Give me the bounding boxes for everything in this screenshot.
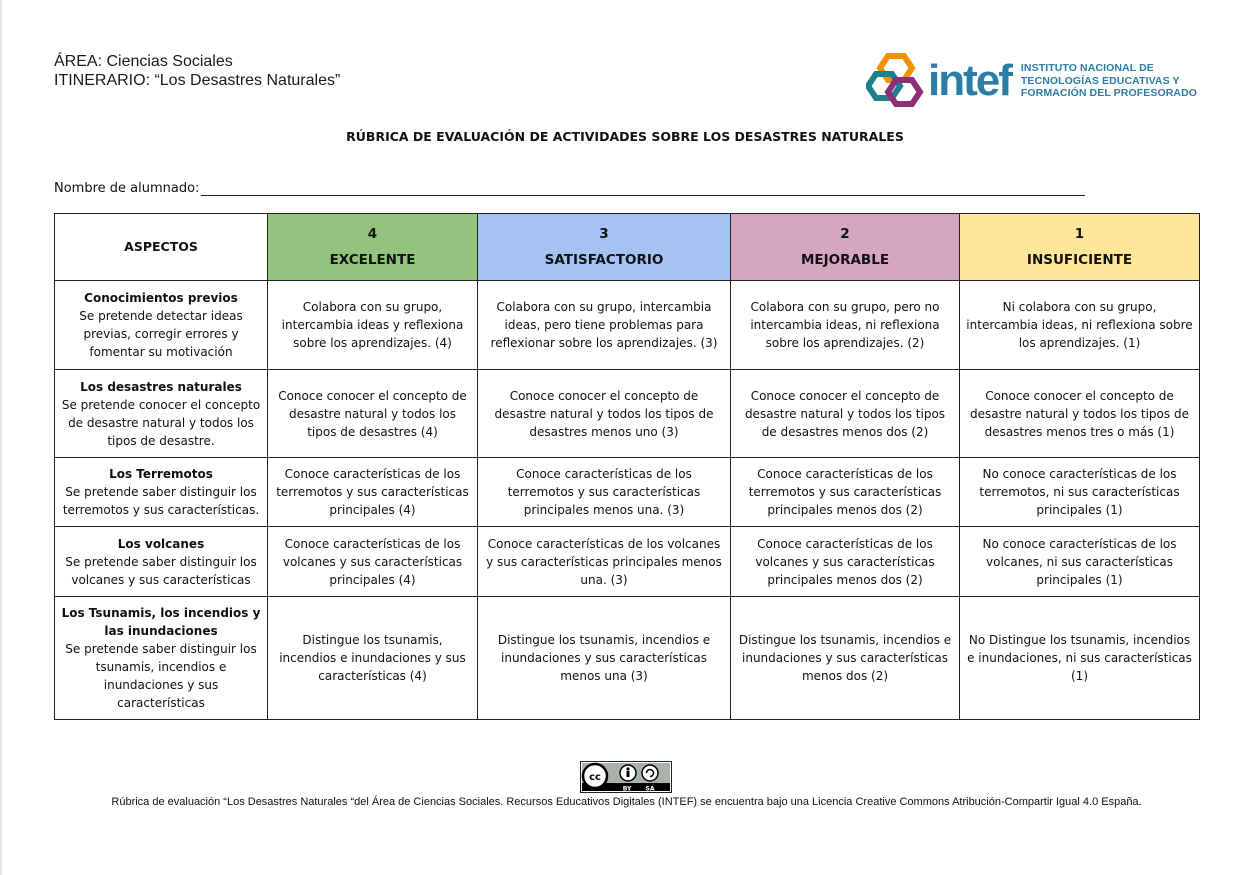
aspect-title: Los volcanes <box>117 536 205 551</box>
level-number: 3 <box>599 226 609 242</box>
criterion-cell: Conoce características de los volcanes y sus características principales (4) <box>268 527 478 597</box>
criterion-cell: Conoce características de los terremotos y sus características principales menos una. (3) <box>478 458 731 527</box>
level-header-satisfactorio <box>478 214 731 281</box>
criterion-cell: No Distingue los tsunamis, incendios e inundaciones, ni sus características (1) <box>960 597 1200 720</box>
aspect-cell <box>55 370 268 458</box>
level-number: 1 <box>1074 226 1085 242</box>
criterion-cell: Distingue los tsunamis, incendios e inundaciones y sus características (4) <box>268 597 478 720</box>
intef-subtitle-line: TECNOLOGÍAS EDUCATIVAS Y <box>1020 74 1180 87</box>
student-name-label: Nombre de alumnado: <box>54 181 200 196</box>
criterion-cell: Colabora con su grupo, intercambia ideas y reflexiona sobre los aprendizajes. (4) <box>268 281 478 370</box>
student-name-blank <box>201 181 1085 196</box>
cc-by-sa-badge-icon <box>580 761 672 793</box>
criterion-cell: Conoce conocer el concepto de desastre natural y todos los tipos de desastres menos dos (2) <box>731 370 960 458</box>
criterion-cell: Colabora con su grupo, intercambia ideas, pero tiene problemas para reflexionar sobre los aprendizajes. (3) <box>478 281 731 370</box>
level-number: 4 <box>367 226 378 242</box>
level-header-mejorable <box>731 214 960 281</box>
table-row <box>55 458 1200 527</box>
level-header-excelente <box>268 214 478 281</box>
table-row <box>55 370 1200 458</box>
criterion-cell: Conoce características de los volcanes y sus características principales menos una. (3) <box>478 527 731 597</box>
intef-emblem-icon <box>866 52 924 110</box>
cc-badge-sa: SA <box>645 785 655 793</box>
criterion-cell: Conoce características de los terremotos y sus características principales (4) <box>268 458 478 527</box>
level-header-insuficiente <box>960 214 1200 281</box>
aspect-description: Se pretende saber distinguir los volcanes y sus características <box>65 554 257 587</box>
aspects-header: ASPECTOS <box>55 214 268 281</box>
criterion-cell: Conoce conocer el concepto de desastre natural y todos los tipos de desastres menos tres o más (1) <box>960 370 1200 458</box>
criterion-cell: Conoce conocer el concepto de desastre natural y todos los tipos de desastres menos uno (3) <box>478 370 731 458</box>
criterion-cell: No conoce características de los volcanes, ni sus características principales (1) <box>960 527 1200 597</box>
level-name: INSUFICIENTE <box>1026 252 1133 268</box>
table-row <box>55 597 1200 720</box>
criterion-cell: Colabora con su grupo, pero no intercambia ideas, ni reflexiona sobre los aprendizajes. (2) <box>731 281 960 370</box>
intef-wordmark: intef <box>928 56 1011 105</box>
criterion-cell: Conoce conocer el concepto de desastre natural y todos los tipos de desastres (4) <box>268 370 478 458</box>
aspect-description: Se pretende conocer el concepto de desastre natural y todos los tipos de desastre. <box>61 397 261 448</box>
table-row <box>55 527 1200 597</box>
document-title: RÚBRICA DE EVALUACIÓN DE ACTIVIDADES SOBRE LOS DESASTRES NATURALES <box>346 129 904 144</box>
intef-subtitle-line: INSTITUTO NACIONAL DE <box>1020 62 1154 75</box>
aspect-title: Los desastres naturales <box>80 379 242 394</box>
level-name: MEJORABLE <box>800 252 890 268</box>
level-name: EXCELENTE <box>329 252 416 268</box>
criterion-cell: Ni colabora con su grupo, intercambia ideas, ni reflexiona sobre los aprendizajes. (1) <box>960 281 1200 370</box>
level-number: 2 <box>840 226 850 242</box>
aspect-cell <box>55 527 268 597</box>
aspect-cell <box>55 458 268 527</box>
aspect-cell <box>55 281 268 370</box>
aspect-cell <box>55 597 268 720</box>
area-line: ÁREA: Ciencias Sociales <box>54 53 233 70</box>
aspect-description: Se pretende saber distinguir los terremotos y sus características. <box>62 485 260 517</box>
criterion-cell: No conoce características de los terremotos, ni sus características principales (1) <box>960 458 1200 527</box>
level-name: SATISFACTORIO <box>544 252 664 268</box>
aspect-description: Se pretende saber distinguir los tsunamis, incendios e inundaciones y sus características <box>65 642 257 710</box>
criterion-cell: Conoce características de los volcanes y sus características principales menos dos (2) <box>731 527 960 597</box>
aspect-title: Conocimientos previos <box>84 291 238 305</box>
aspect-title: Los Tsunamis, los incendios y las inundaciones <box>61 606 261 638</box>
rubric-table <box>54 213 1200 720</box>
header-info <box>54 52 340 90</box>
criterion-cell: Conoce características de los terremotos y sus características principales menos dos (2) <box>731 458 960 527</box>
student-name-field <box>54 181 1085 196</box>
aspect-description: Se pretende detectar ideas previas, corregir errores y fomentar su motivación <box>79 309 243 359</box>
table-row <box>55 281 1200 370</box>
svg-text:cc: cc <box>589 772 601 783</box>
aspect-title: Los Terremotos <box>109 467 213 481</box>
cc-badge-by: BY <box>622 785 632 793</box>
intef-subtitle <box>1021 62 1197 100</box>
criterion-cell: Distingue los tsunamis, incendios e inundaciones y sus características menos dos (2) <box>731 597 960 720</box>
intef-subtitle-line: FORMACIÓN DEL PROFESORADO <box>1020 87 1198 100</box>
license-text: Rúbrica de evaluación “Los Desastres Naturales “del Área de Ciencias Sociales. Recursos Educativos Digitales (INTEF) se encuentra bajo una Licencia Creative Commons Atribución-Compartir Igual 4.0 España. <box>111 796 1142 808</box>
itinerary-line: ITINERARIO: “Los Desastres Naturales” <box>54 72 341 89</box>
criterion-cell: Distingue los tsunamis, incendios e inundaciones y sus características menos una (3) <box>478 597 731 720</box>
intef-logo <box>866 52 1197 110</box>
